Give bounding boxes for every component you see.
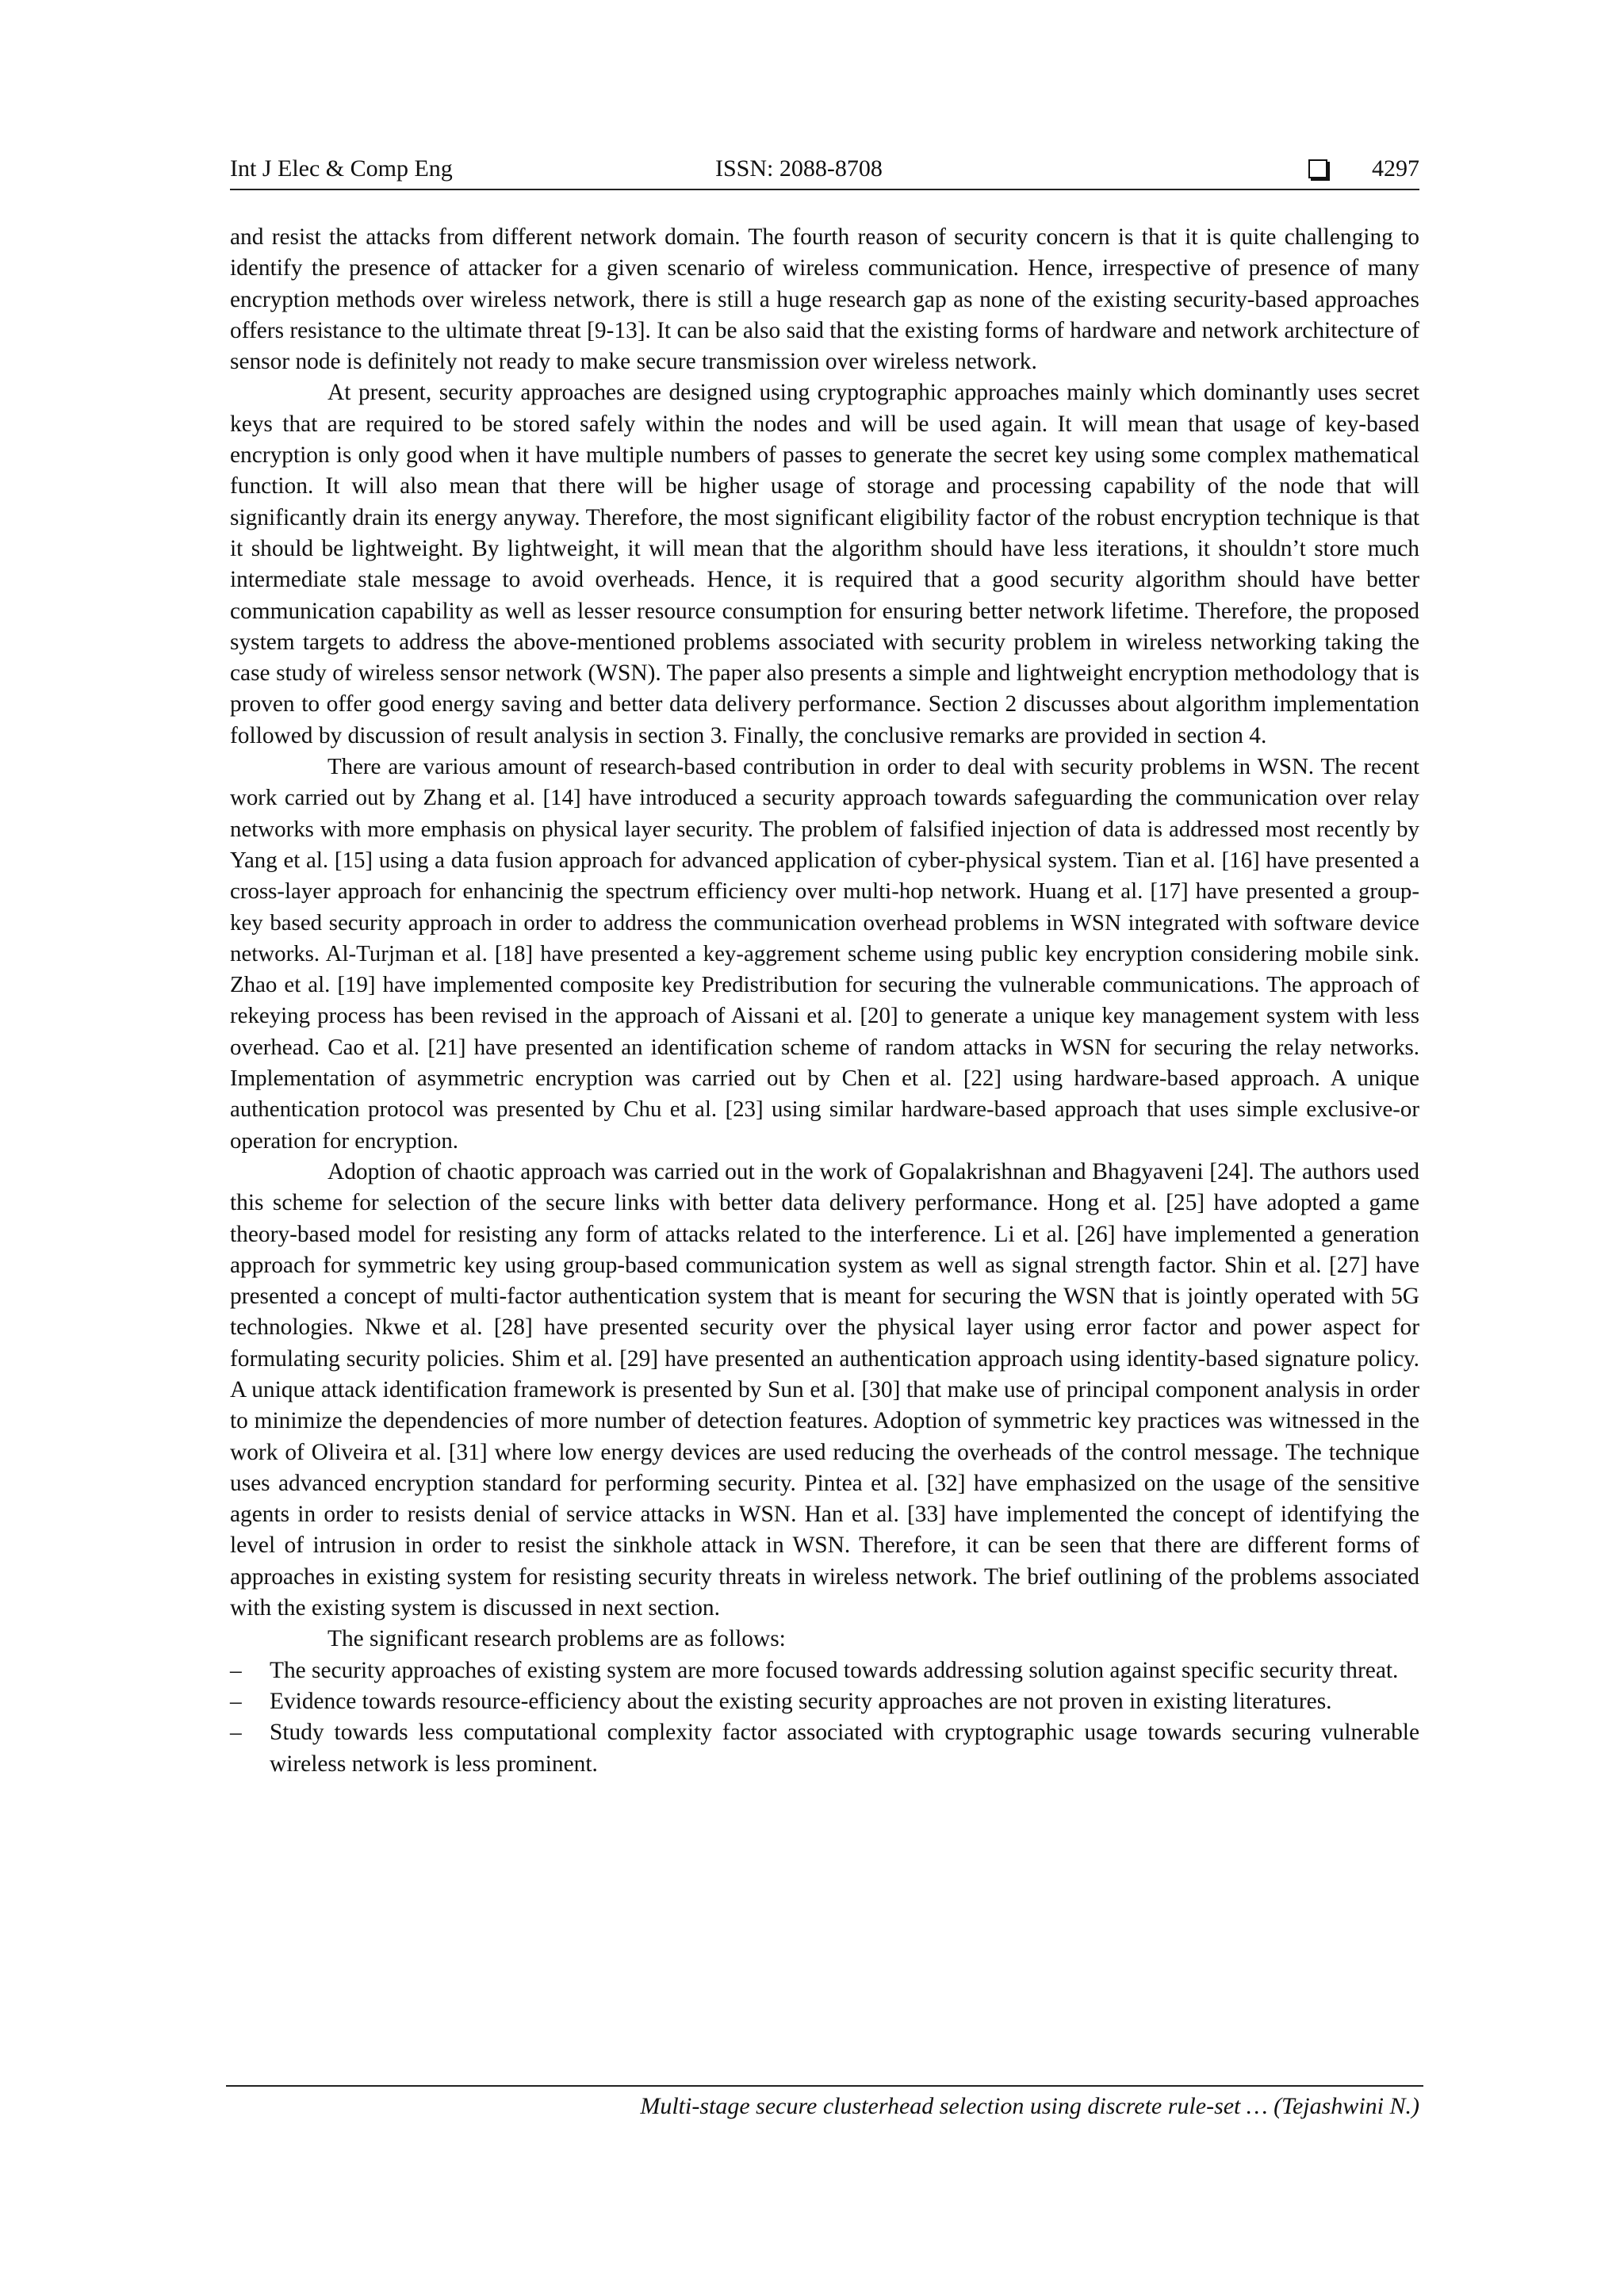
research-problems-list [230, 1655, 1419, 1780]
issn-label: ISSN: 2088-8708 [715, 155, 883, 182]
list-item [230, 1717, 1419, 1780]
list-item-text: Study towards less computational complexity factor associated with cryptographic usage towards securing vulnerable wireless network is less prominent. [270, 1720, 1419, 1777]
square-bullet-icon [1308, 159, 1327, 178]
body-text [230, 222, 1419, 1780]
dash-bullet-icon: – [230, 1657, 242, 1683]
paragraph-security-approaches: At present, security approaches are designed using cryptographic approaches mainly which dominantly uses secret keys that are required to be stored safely within the nodes and will be used again. It will mean that usage of key-based encryption is only good when it have multiple numbers of passes to generate the secret key using some complex mathematical function. It will also mean that there will be higher usage of storage and processing capability of the node that will significantly drain its energy anyway. Therefore, the most significant eligibility factor of the robust encryption technique is that it should be lightweight. By lightweight, it will mean that the algorithm should have less iterations, it shouldn’t store much intermediate stale message to avoid overheads. Hence, it is required that a good security algorithm should have better communication capability as well as lesser resource consumption for ensuring better network lifetime. Therefore, the proposed system targets to address the above-mentioned problems associated with security problem in wireless networking taking the case study of wireless sensor network (WSN). The paper also presents a simple and lightweight encryption methodology that is proven to offer good energy saving and better data delivery performance. Section 2 discusses about algorithm implementation followed by discussion of result analysis in section 3. Finally, the conclusive remarks are provided in section 4. [230, 380, 1419, 748]
page-number: 4297 [1372, 155, 1419, 182]
dash-bullet-icon: – [230, 1688, 242, 1714]
list-item [230, 1686, 1419, 1717]
list-item-text: The security approaches of existing system are more focused towards addressing solution against specific security threat. [270, 1657, 1399, 1683]
footer-divider [226, 2085, 1423, 2087]
dash-bullet-icon: – [230, 1720, 242, 1746]
running-footer: Multi-stage secure clusterhead selection using discrete rule-set … (Tejashwini N.) [640, 2093, 1419, 2119]
paragraph-related-work-continued: Adoption of chaotic approach was carried out in the work of Gopalakrishnan and Bhagyaveni [24]. The authors used this scheme for selection of the secure links with better data delivery performance. Hong et al. [25] have adopted a game theory-based model for resisting any form of attacks related to the interference. Li et al. [26] have implemented a generation approach for symmetric key using group-based communication system as well as signal strength factor. Shin et al. [27] have presented a concept of multi-factor authentication system that is meant for securing the WSN that is jointly operated with 5G technologies. Nkwe et al. [28] have presented security over the physical layer using error factor and power aspect for formulating security policies. Shim et al. [29] have presented an authentication approach using identity-based signature policy. A unique attack identification framework is presented by Sun et al. [30] that make use of principal component analysis in order to minimize the dependencies of more number of detection features. Adoption of symmetric key practices was witnessed in the work of Oliveira et al. [31] where low energy devices are used reducing the overheads of the control message. The technique uses advanced encryption standard for performing security. Pintea et al. [32] have emphasized on the usage of the sensitive agents in order to resists denial of service attacks in WSN. Han et al. [33] have implemented the concept of identifying the level of intrusion in order to resist the sinkhole attack in WSN. Therefore, it can be seen that there are different forms of approaches in existing system for resisting security threats in wireless network. The brief outlining of the problems associated with the existing system is discussed in next section. [230, 1158, 1419, 1621]
paragraph-continuation: and resist the attacks from different network domain. The fourth reason of security concern is that it is quite challenging to identify the presence of attacker for a given scenario of wireless communication. Hence, irrespective of presence of many encryption methods over wireless network, there is still a huge research gap as none of the existing security-based approaches offers resistance to the ultimate threat [9-13]. It can be also said that the existing forms of hardware and network architecture of sensor node is definitely not ready to make secure transmission over wireless network. [230, 224, 1419, 375]
paragraph-research-problems-intro: The significant research problems are as follows: [327, 1626, 786, 1652]
list-item-text: Evidence towards resource-efficiency about the existing security approaches are not proven in existing literatures. [270, 1688, 1332, 1714]
page-header [230, 152, 1419, 190]
journal-name: Int J Elec & Comp Eng [230, 155, 453, 182]
paragraph-related-work: There are various amount of research-based contribution in order to deal with security problems in WSN. The recent work carried out by Zhang et al. [14] have introduced a security approach towards safeguarding the communication over relay networks with more emphasis on physical layer security. The problem of falsified injection of data is addressed most recently by Yang et al. [15] using a data fusion approach for advanced application of cyber-physical system. Tian et al. [16] have presented a cross-layer approach for enhancinig the spectrum efficiency over multi-hop network. Huang et al. [17] have presented a group-key based security approach in order to address the communication overhead problems in WSN integrated with software device networks. Al-Turjman et al. [18] have presented a key-aggrement scheme using public key encryption considering mobile sink. Zhao et al. [19] have implemented composite key Predistribution for securing the vulnerable communications. The approach of rekeying process has been revised in the approach of Aissani et al. [20] to generate a unique key management system with less overhead. Cao et al. [21] have presented an identification scheme of random attacks in WSN for securing the relay networks. Implementation of asymmetric encryption was carried out by Chen et al. [22] using hardware-based approach. A unique authentication protocol was presented by Chu et al. [23] using similar hardware-based approach that uses simple exclusive-or operation for encryption. [230, 754, 1419, 1154]
list-item [230, 1655, 1419, 1686]
